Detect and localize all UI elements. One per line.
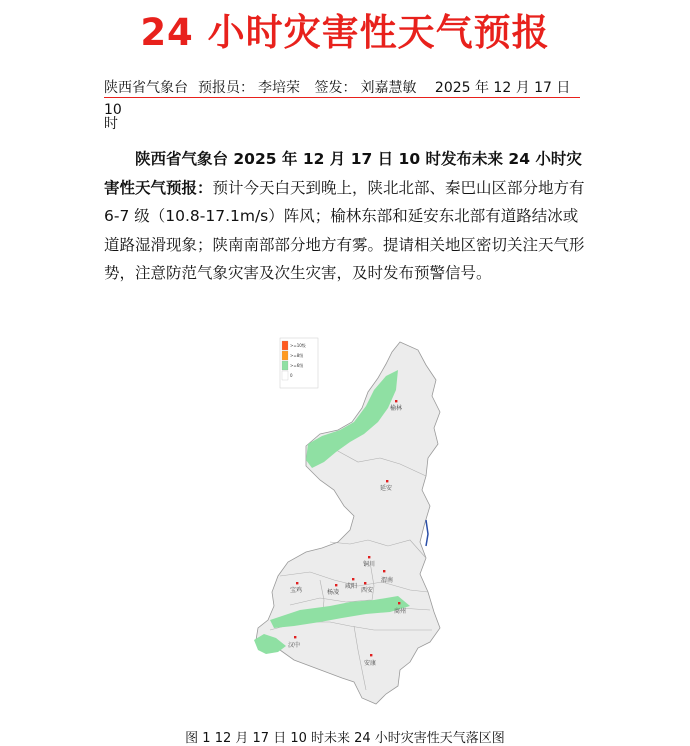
city-label-shangluo: 商州 (394, 608, 407, 615)
city-marker-yulin (395, 400, 397, 402)
city-marker-baoji (296, 582, 298, 584)
legend-swatch-3 (282, 361, 288, 370)
city-label-tongchuan: 铜川 (363, 561, 376, 568)
city-label-yanan: 延安 (380, 485, 393, 492)
legend-label-3: >=6级 (290, 363, 304, 368)
legend-swatch-1 (282, 341, 288, 350)
issuer-name: 刘嘉慧敏 (360, 80, 417, 96)
city-label-yulin: 榆林 (390, 405, 403, 412)
legend-swatch-2 (282, 351, 288, 360)
city-label-baoji: 宝鸡 (290, 587, 303, 594)
forecaster-name: 李培荣 (258, 80, 300, 96)
city-marker-hanzhong (294, 636, 296, 638)
legend-label-1: >=10级 (290, 343, 306, 348)
city-marker-ankang (370, 654, 372, 656)
city-marker-shangluo (398, 602, 400, 604)
city-marker-tongchuan (368, 556, 370, 558)
city-marker-yangling (335, 584, 337, 586)
city-marker-yanan (386, 480, 388, 482)
city-label-ankang: 安康 (364, 660, 377, 667)
legend-label-4: 0 (290, 373, 293, 378)
forecaster-label: 预报员： (198, 80, 254, 96)
issue-datetime-cont: 时 (104, 116, 118, 132)
figure-caption: 图 1 12 月 17 日 10 时未来 24 小时灾害性天气落区图 (185, 731, 505, 746)
forecast-text: 预计今天白天到晚上，陕北北部、秦巴山区部分地方有 6-7 级（10.8-17.1m/s）阵风；榆林东部和延安东北部有道路结冰或道路湿滑现象；陕南南部部分地方有雾。提请相关地区密切关注天气形势，注意防范气象灾害及次生灾害，及时发布预警信号。 (104, 178, 585, 282)
header-divider (104, 97, 580, 98)
issuing-org: 陕西省气象台 (104, 80, 188, 96)
city-label-yangling: 杨凌 (327, 589, 340, 596)
forecast-lead: 陕西省气象台 2025 年 12 月 17 日 10 时发布未来 24 小时灾害性天气预报： (104, 150, 582, 197)
city-label-xianyang: 咸阳 (345, 583, 358, 590)
city-label-xian: 西安 (361, 587, 374, 594)
city-marker-xian (364, 582, 366, 584)
issuer-label: 签发： (314, 80, 357, 96)
city-marker-xianyang (352, 578, 354, 580)
page-title: 24 小时灾害性天气预报 (140, 11, 550, 54)
city-marker-weinan (383, 570, 385, 572)
city-label-hanzhong: 汉中 (288, 642, 301, 649)
map-legend (280, 338, 318, 388)
city-label-weinan: 渭南 (381, 577, 394, 584)
issue-datetime: 2025 年 12 月 17 日 10 (104, 80, 571, 118)
legend-swatch-4 (282, 371, 288, 380)
forecast-body (104, 145, 588, 288)
forecast-header (104, 77, 584, 121)
hazard-map (250, 330, 450, 715)
legend-label-2: >=8级 (290, 353, 304, 358)
river-line (426, 520, 428, 546)
province-shape (256, 342, 440, 704)
